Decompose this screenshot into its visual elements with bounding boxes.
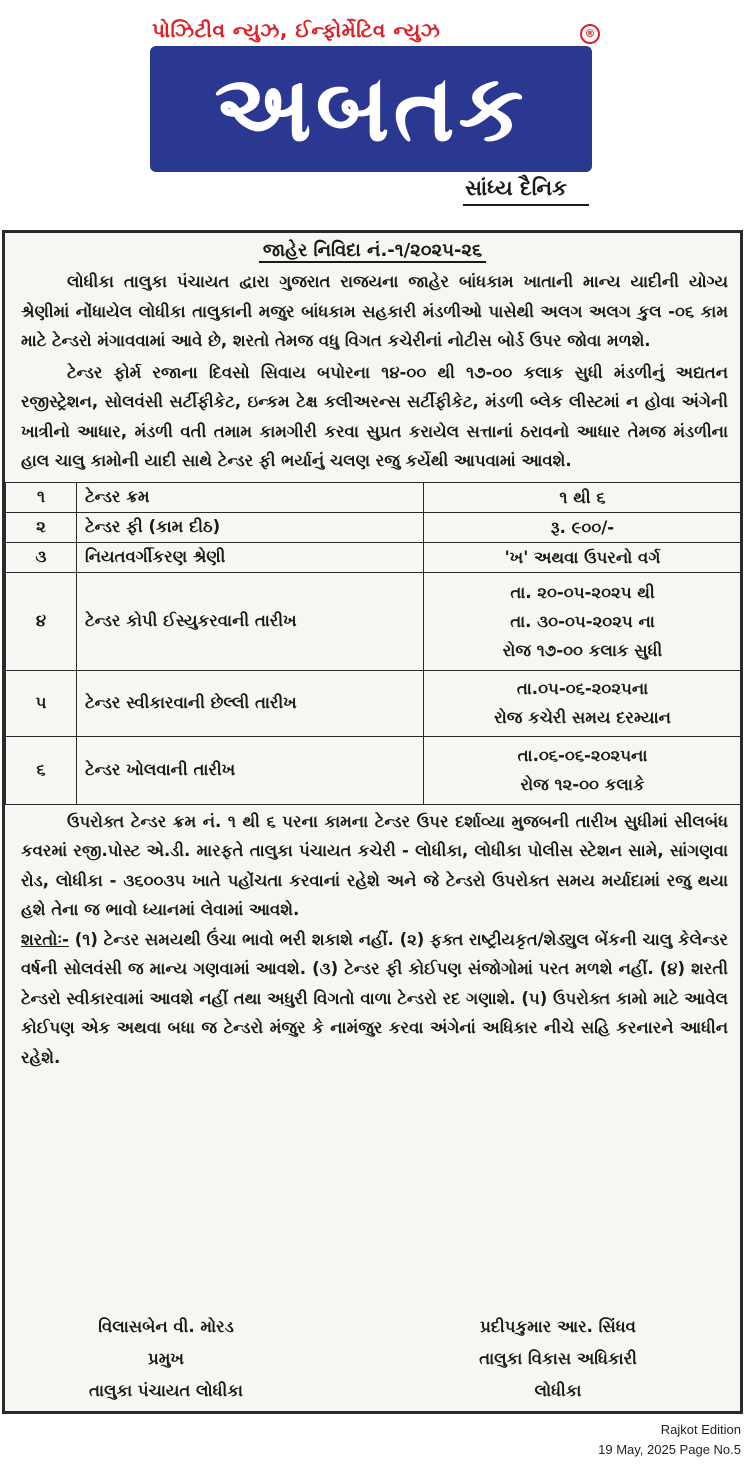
signatory-left-name: વિલાસબેન વી. મોરડ <box>98 1317 234 1336</box>
signatory-right <box>443 1311 673 1407</box>
row-value-line: તા. ૩૦-૦૫-૨૦૨૫ ના <box>510 611 655 631</box>
registered-mark: ® <box>580 24 600 44</box>
table-row <box>6 670 742 736</box>
row-value-line: રોજ ૧૨-૦૦ કલાકે <box>520 775 645 794</box>
notice-title <box>5 237 740 265</box>
row-value-line: તા.૦૫-૦૬-૨૦૨૫ના <box>516 679 649 698</box>
tender-notice <box>2 230 743 1414</box>
signatory-right-title: તાલુકા વિકાસ અધિકારી <box>479 1349 637 1368</box>
row-number: ૧ <box>6 482 77 512</box>
row-value <box>424 736 742 804</box>
row-number: ૬ <box>6 736 77 804</box>
row-value <box>424 670 742 736</box>
newspaper-logo: અબતક <box>150 46 592 172</box>
row-label: ટેન્ડર કોપી ઈસ્યુકરવાની તારીખ <box>77 572 424 670</box>
notice-paragraph-2: ટેન્ડર ફોર્મ રજાના દિવસો સિવાય બપોરના ૧૪-૦૦ થી ૧૭-૦૦ કલાક સુધી મંડળીનું અદ્યતન રજીસ્ટ્રેશન, સોલવંસી સર્ટીફીકેટ, ઇન્કમ ટેક્ષ કલીઅરન્સ સર્ટીફીકેટ, મંડળી બ્લેક લીસ્ટમાં ન હોવા અંગેની ખાત્રીનો આધાર, મંડળી વતી તમામ કામગીરી કરવા સુપ્રત કરાયેલ સત્તાનાં ઠરાવનો આધાર તેમજ મંડળીના હાલ ચાલુ કામોની યાદી સાથે ટેન્ડર ફી ભર્યાનું ચલણ રજુ કર્યેથી આપવામાં આવશે. <box>21 362 728 470</box>
row-value-line: તા. ૨૦-૦૫-૨૦૨૫ થી <box>510 582 655 602</box>
row-value <box>424 482 742 512</box>
terms-label: શરતોઃ- <box>21 929 69 949</box>
date-page: 19 May, 2025 Page No.5 <box>598 1442 741 1457</box>
signatory-right-office: લોધીકા <box>534 1381 582 1400</box>
notice-paragraph-3: ઉપરોક્ત ટેન્ડર ક્રમ નં. ૧ થી ૬ પરના કામના ટેન્ડર ઉપર દર્શાવ્યા મુજબની તારીખ સુધીમાં સીલબંધ કવરમાં રજી.પોસ્ટ એ.ડી. મારફતે તાલુકા પંચાયત કચેરી - લોધીકા, લોધીકા પોલીસ સ્ટેશન સામે, સાંગણવા રોડ, લોધીકા - ૩૬૦૦૩૫ ખાતે પહોંચતા કરવાનાં રહેશે અને જે ટેન્ડરો ઉપરોક્ત સમય મર્યાદામાં રજુ થયા હશે તેના જ ભાવો ધ્યાનમાં લેવામાં આવશે. <box>21 811 728 919</box>
table-row <box>6 542 742 572</box>
row-value <box>424 542 742 572</box>
masthead-tagline: પોઝિટીવ ન્યુઝ, ઈન્ફોર્મેટિવ ન્યુઝ <box>152 18 441 42</box>
row-value-line: રૂ. ૯૦૦/- <box>550 517 615 537</box>
row-value <box>424 572 742 670</box>
notice-terms <box>21 925 728 1073</box>
row-label: ટેન્ડર ખોલવાની તારીખ <box>77 736 424 804</box>
edition-label: સાંધ્ય દૈનિક <box>465 176 567 200</box>
signatory-left-title: પ્રમુખ <box>148 1349 184 1368</box>
row-label: નિયતવર્ગીકરણ શ્રેણી <box>77 542 424 572</box>
terms-text: (૧) ટેન્ડર સમયથી ઉંચા ભાવો ભરી શકાશે નહીં. (૨) ફક્ત રાષ્ટ્રીયકૃત/શેડ્યુલ બેંકની ચાલુ કેલેન્ડર વર્ષની સોલવંસી જ માન્ય ગણવામાં આવશે. (૩) ટેન્ડર ફી કોઈપણ સંજોગોમાં પરત મળશે નહીં. (૪) શરતી ટેન્ડરો સ્વીકારવામાં આવશે નહીં તથા અધુરી વિગતો વાળા ટેન્ડરો રદ ગણાશે. (૫) ઉપરોક્ત કામો માટે આવેલ કોઈપણ એક અથવા બધા જ ટેન્ડરો મંજુર કે નામંજુર કરવા અંગેનાં અધિકાર નીચે સહિ કરનારને આધીન રહેશે. <box>21 929 728 1067</box>
row-label: ટેન્ડર સ્વીકારવાની છેલ્લી તારીખ <box>77 670 424 736</box>
row-value-line: 'ખ' અથવા ઉપરનો વર્ગ <box>504 547 661 567</box>
row-number: ૪ <box>6 572 77 670</box>
row-value <box>424 512 742 542</box>
row-number: ૩ <box>6 542 77 572</box>
row-label: ટેન્ડર ક્રમ <box>77 482 424 512</box>
row-label: ટેન્ડર ફી (કામ દીઠ) <box>77 512 424 542</box>
masthead <box>0 0 749 222</box>
edition-name: Rajkot Edition <box>660 1422 741 1437</box>
notice-paragraph-1: લોધીકા તાલુકા પંચાયત દ્વારા ગુજરાત રાજયના જાહેર બાંધકામ ખાતાની માન્ય યાદીની યોગ્ય શ્રેણીમાં નોંધાયેલ લોધીકા તાલુકાની મજુર બાંધકામ સહકારી મંડળીઓ પાસેથી અલગ અલગ કુલ -૦૬ કામ માટે ટેન્ડરો મંગાવવામાં આવે છે, શરતો તેમજ વધુ વિગત કચેરીનાં નોટીસ બોર્ડ ઉપર જોવા મળશે. <box>21 272 728 350</box>
table-row <box>6 572 742 670</box>
row-number: ૨ <box>6 512 77 542</box>
table-row <box>6 482 742 512</box>
edition-underline <box>463 204 589 206</box>
notice-title-text: જાહેર નિવિદા નં.-૧/૨૦૨૫-૨૬ <box>259 240 486 263</box>
row-value-line: રોજ ૧૭-૦૦ કલાક સુધી <box>502 640 663 660</box>
signatory-left-office: તાલુકા પંચાયત લોધીકા <box>89 1381 243 1400</box>
row-value-line: ૧ થી ૬ <box>559 487 606 507</box>
row-value-line: તા.૦૬-૦૬-૨૦૨૫ના <box>517 746 648 765</box>
row-number: ૫ <box>6 670 77 736</box>
signatory-right-name: પ્રદીપકુમાર આર. સિંધવ <box>480 1317 636 1336</box>
table-row <box>6 512 742 542</box>
tender-table <box>5 482 742 805</box>
signatory-left <box>51 1311 281 1407</box>
table-row <box>6 736 742 804</box>
row-value-line: રોજ કચેરી સમય દરમ્યાન <box>494 708 671 727</box>
page-footer <box>598 1420 741 1460</box>
